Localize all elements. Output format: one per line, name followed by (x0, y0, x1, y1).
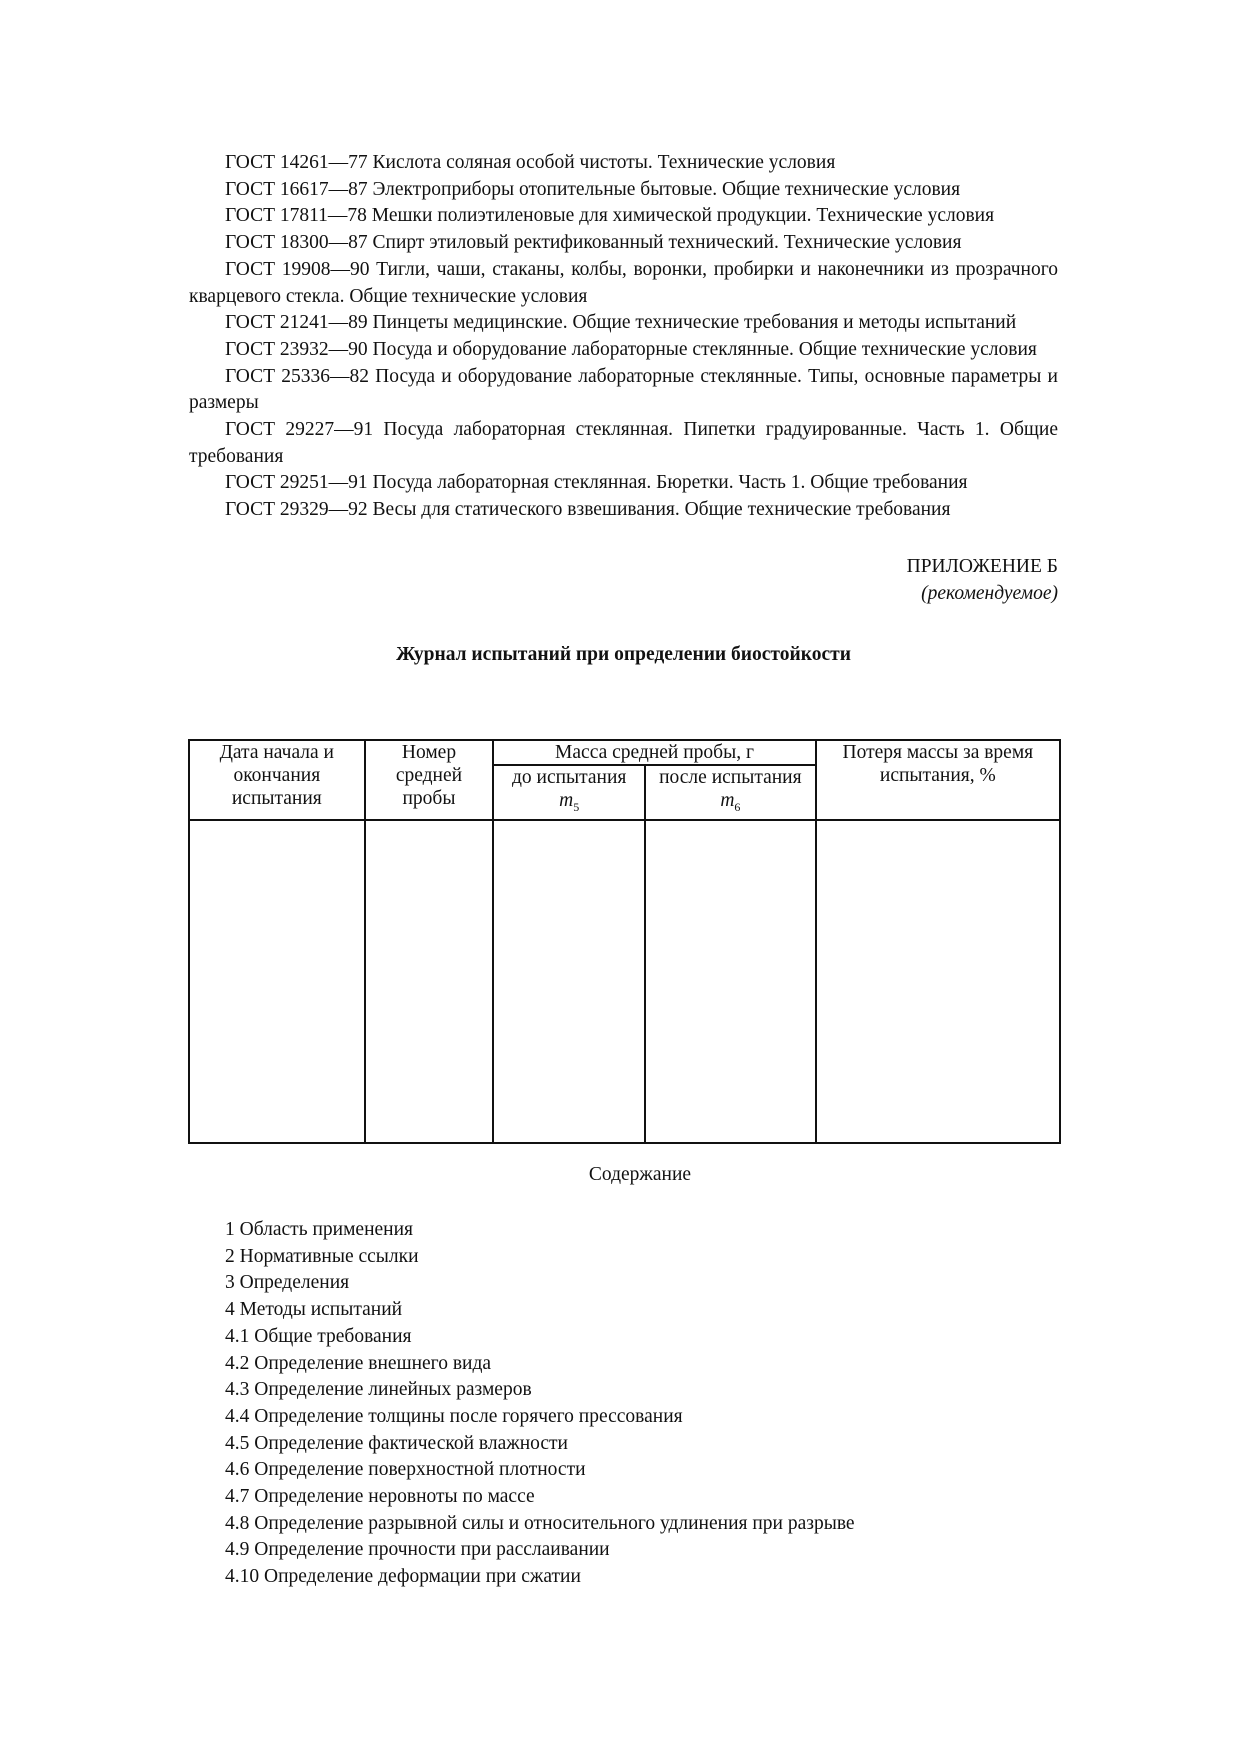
before-label: до испытания (511, 767, 627, 788)
header-after-test (645, 765, 816, 820)
header-mass-group: Масса средней пробы, г (493, 740, 815, 765)
toc-item: 4.2 Определение внешнего вида (225, 1352, 492, 1374)
header-mass-loss: Потеря массы за время испытания, % (816, 740, 1060, 820)
appendix-header (189, 553, 1058, 607)
toc-item: 4.7 Определение неровноты по массе (225, 1486, 535, 1508)
reference-item: ГОСТ 16617—87 Электроприборы отопительные бытовые. Общие технические условия (225, 178, 961, 200)
table-cell (816, 820, 1060, 1143)
toc-item: 3 Определения (225, 1272, 350, 1294)
toc-item: 4.6 Определение поверхностной плотности (225, 1459, 586, 1481)
toc-item: 4.10 Определение деформации при сжатии (225, 1566, 581, 1588)
reference-item: ГОСТ 17811—78 Мешки полиэтиленовые для химической продукции. Технические условия (225, 205, 995, 227)
reference-item: ГОСТ 23932—90 Посуда и оборудование лабораторные стеклянные. Общие технические условия (225, 338, 1037, 360)
toc-item: 4.8 Определение разрывной силы и относительного удлинения при разрыве (225, 1512, 855, 1534)
appendix-note: (рекомендуемое) (921, 582, 1058, 604)
header-date: Дата начала и окончания испытания (189, 740, 365, 820)
toc-title: Содержание (588, 1164, 692, 1185)
appendix-label: ПРИЛОЖЕНИЕ Б (906, 555, 1058, 577)
toc-item: 4.9 Определение прочности при расслаивании (225, 1539, 610, 1561)
journal-title: Журнал испытаний при определении биостойкости (396, 643, 851, 665)
reference-item: ГОСТ 21241—89 Пинцеты медицинские. Общие технические требования и методы испытаний (225, 312, 1017, 334)
reference-item: ГОСТ 29251—91 Посуда лабораторная стеклянная. Бюретки. Часть 1. Общие требования (225, 472, 968, 494)
toc-item: 4.4 Определение толщины после горячего прессования (225, 1405, 683, 1427)
toc-item: 2 Нормативные ссылки (225, 1245, 419, 1267)
table-cell (645, 820, 816, 1143)
reference-item: ГОСТ 18300—87 Спирт этиловый ректификованный технический. Технические условия (225, 232, 962, 254)
header-before-test (493, 765, 645, 820)
reference-item: ГОСТ 29329—92 Весы для статического взвешивания. Общие технические требования (225, 499, 951, 521)
toc-item: 4.5 Определение фактической влажности (225, 1432, 568, 1454)
reference-item: ГОСТ 29227—91 Посуда лабораторная стеклянная. Пипетки градуированные. Часть 1. Общие требования (189, 419, 1058, 467)
toc-item: 4.3 Определение линейных размеров (225, 1379, 532, 1401)
toc-list (225, 1217, 855, 1591)
toc-item: 4.1 Общие требования (225, 1325, 412, 1347)
references-block (189, 150, 1058, 668)
journal-table (188, 739, 1061, 1144)
before-symbol: $m_5$ (559, 790, 580, 814)
toc-item: 4 Методы испытаний (225, 1299, 403, 1321)
table-row (189, 820, 1060, 1143)
header-sample-number: Номер средней пробы (365, 740, 494, 820)
table-cell (189, 820, 365, 1143)
reference-item: ГОСТ 19908—90 Тигли, чаши, стаканы, колбы, воронки, пробирки и наконечники из прозрачного кварцевого стекла. Общие технические условия (189, 258, 1058, 307)
after-label: после испытания (659, 767, 802, 788)
toc-item: 1 Область применения (225, 1219, 414, 1240)
reference-item: ГОСТ 25336—82 Посуда и оборудование лабораторные стеклянные. Типы, основные параметры и размеры (189, 365, 1058, 414)
table-cell (365, 820, 494, 1143)
reference-item: ГОСТ 14261—77 Кислота соляная особой чистоты. Технические условия (225, 152, 836, 173)
after-symbol: $m_6$ (720, 790, 741, 814)
table-cell (493, 820, 645, 1143)
